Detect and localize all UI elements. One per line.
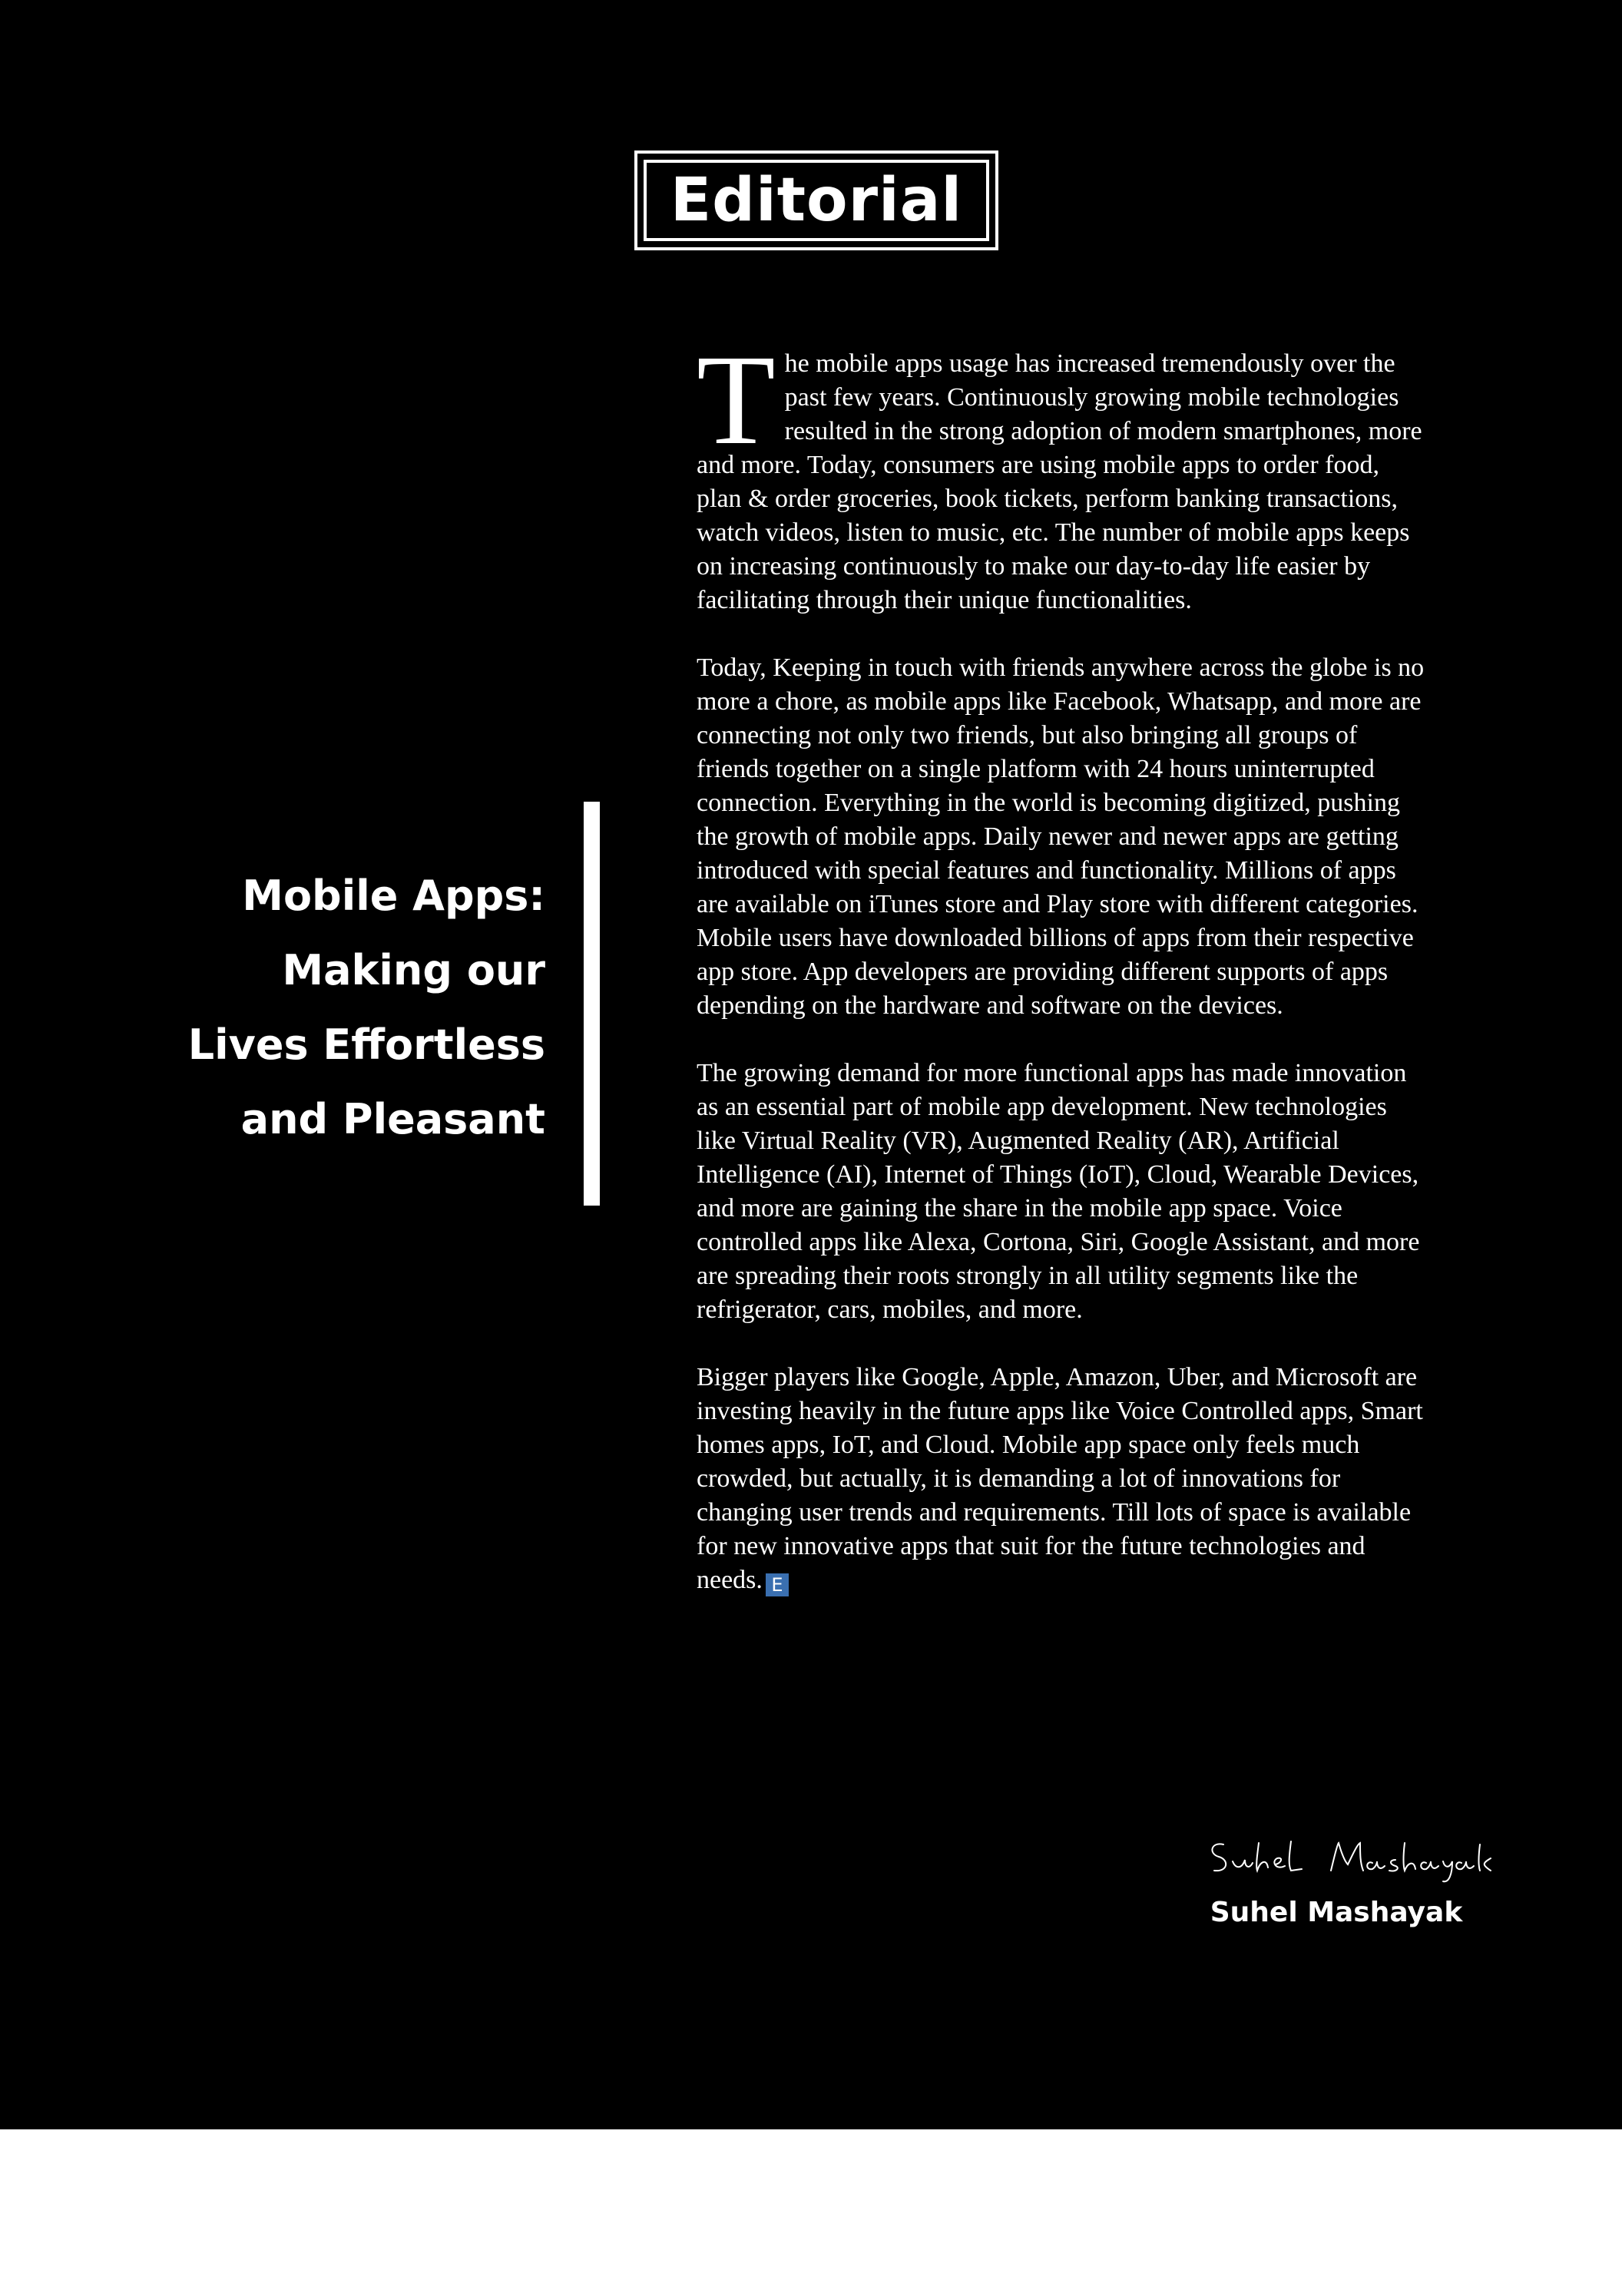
article-paragraph <box>697 329 1426 617</box>
end-of-article-icon: E <box>766 1573 789 1596</box>
paragraph-text: Bigger players like Google, Apple, Amazon, Uber, and Microsoft are investing heavily in the future apps like Voice Controlled apps, Smart homes apps, IoT, and Cloud. Mobile app space only feels much crowded, but actually, it is demanding a lot of innovations for changing user trends and requirements. Till lots of space is available for new innovative apps that suit for the future technologies and needs. <box>697 1363 1423 1594</box>
masthead-inner-frame <box>644 160 989 241</box>
article-paragraph <box>697 1361 1426 1597</box>
editorial-masthead <box>634 151 998 250</box>
paragraph-text: Today, Keeping in touch with friends anywhere across the globe is no more a chore, as mobile apps like Facebook, Whatsapp, and more are connecting not only two friends, but also bringing all groups of friends together on a single platform with 24 hours uninterrupted connection. Everything in the world is becoming digitized, pushing the growth of mobile apps. Daily newer and newer apps are getting introduced with special features and functionality. Millions of apps are available on iTunes store and Play store with different categories. Mobile users have downloaded billions of apps from their respective app store. App developers are providing different supports of apps depending on the hardware and software on the devices. <box>697 653 1425 1020</box>
article-paragraph <box>697 651 1426 1023</box>
headline-line: Making our <box>282 946 545 994</box>
article-paragraph <box>697 1057 1426 1327</box>
author-name: Suhel Mashayak <box>1210 1897 1463 1928</box>
handwritten-signature-icon <box>1202 1828 1494 1889</box>
article-body <box>697 329 1426 1631</box>
paragraph-text: he mobile apps usage has increased tremendously over the past few years. Continuously growing mobile technologies resulted in the strong adoption of modern smartphones, more and more. Today, consumers are using mobile apps to order food, plan & order groceries, book tickets, perform banking transactions, watch videos, listen to music, etc. The number of mobile apps keeps on increasing continuously to make our day-to-day life easier by facilitating through their unique functionalities. <box>697 349 1422 614</box>
headline-line: Mobile Apps: <box>242 872 545 920</box>
masthead-label: Editorial <box>670 166 963 235</box>
headline-line: Lives Effortless <box>187 1021 545 1069</box>
headline-line: and Pleasant <box>240 1095 545 1143</box>
paragraph-text: The growing demand for more functional apps has made innovation as an essential part of mobile app development. New technologies like Virtual Reality (VR), Augmented Reality (AR), Artificial Intelligence (AI), Internet of Things (IoT), Cloud, Wearable Devices, and more are gaining the share in the mobile app space. Voice controlled apps like Alexa, Cortona, Siri, Google Assistant, and more are spreading their roots strongly in all utility segments like the refrigerator, cars, mobiles, and more. <box>697 1059 1420 1324</box>
drop-cap: T <box>697 329 776 471</box>
headline-vertical-rule <box>584 802 600 1206</box>
article-headline <box>138 859 545 1156</box>
